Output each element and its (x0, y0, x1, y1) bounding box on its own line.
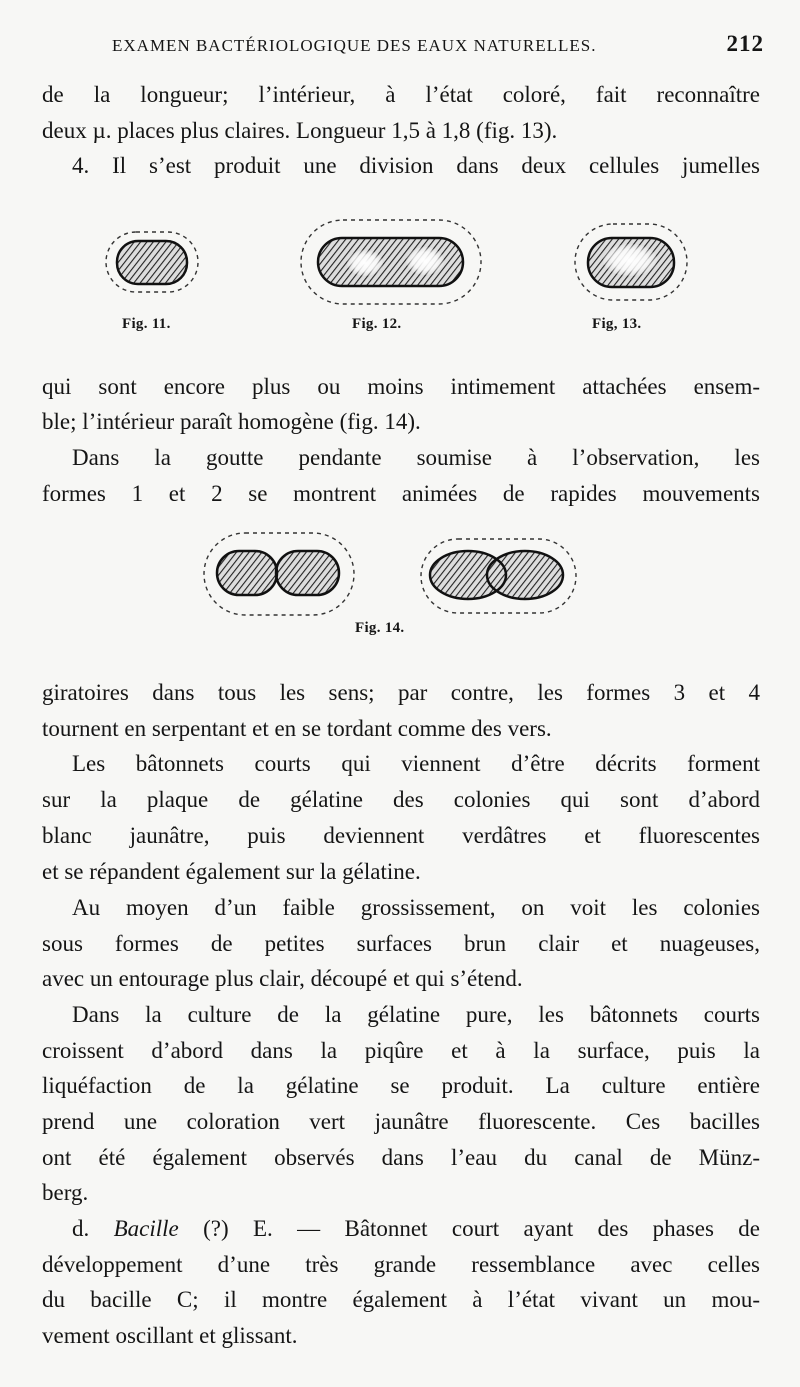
text-line: ble; l’intérieur paraît homogène (fig. 14). (42, 409, 421, 434)
text-line: berg. (42, 1180, 89, 1205)
bacillus-description: (?) E. — Bâtonnet court ayant des phases de (203, 1216, 761, 1241)
bacillus-fig-14-left (204, 533, 354, 615)
bacillus-heading-line (72, 1212, 760, 1246)
text-line: sur la plaque de gélatine des colonies qui sont d’abord (42, 787, 760, 812)
text-line: prend une coloration vert jaunâtre fluorescente. Ces bacilles (42, 1109, 760, 1134)
bacillus-name: Bacille (113, 1216, 179, 1241)
text-line: et se répandent également sur la gélatine. (42, 859, 421, 884)
text-line: blanc jaunâtre, puis deviennent verdâtres et fluorescentes (42, 823, 760, 848)
text-line: Au moyen d’un faible grossissement, on voit les colonies (72, 895, 760, 920)
text-line: liquéfaction de la gélatine se produit. La culture entière (42, 1073, 760, 1098)
text-line: Dans la culture de la gélatine pure, les bâtonnets courts (72, 1002, 760, 1027)
text-line: qui sont encore plus ou moins intimement attachées ensem- (42, 374, 760, 399)
text-line: deux µ. places plus claires. Longueur 1,5 à 1,8 (fig. 13). (42, 118, 558, 143)
figure-caption-11: Fig. 11. (122, 316, 171, 332)
figure-caption-14: Fig. 14. (355, 620, 405, 636)
text-line: Les bâtonnets courts qui viennent d’être décrits forment (72, 751, 760, 776)
text-line: du bacille C; il montre également à l’état vivant un mou- (42, 1287, 760, 1312)
text-line: avec un entourage plus clair, découpé et qui s’étend. (42, 966, 523, 991)
running-head: EXAMEN BACTÉRIOLOGIQUE DES EAUX NATURELLES. (112, 36, 597, 55)
bacillus-fig-11 (106, 232, 198, 292)
text-line: croissent d’abord dans la piqûre et à la surface, puis la (42, 1038, 760, 1063)
text-line: sous formes de petites surfaces brun clair et nuageuses, (42, 931, 760, 956)
text-line: tournent en serpentant et en se tordant comme des vers. (42, 716, 552, 741)
bacillus-fig-13 (575, 224, 687, 300)
page-number: 212 (726, 31, 764, 56)
text-line: giratoires dans tous les sens; par contre, les formes 3 et 4 (42, 680, 760, 705)
text-line: Dans la goutte pendante soumise à l’observation, les (72, 445, 760, 470)
figure-caption-12: Fig. 12. (352, 316, 402, 332)
text-line: 4. Il s’est produit une division dans deux cellules jumelles (72, 153, 760, 178)
bacillus-fig-12 (301, 220, 481, 304)
bacillus-fig-14-right (421, 539, 576, 613)
text-line: vement oscillant et glissant. (42, 1323, 298, 1348)
figure-caption-13: Fig, 13. (592, 316, 642, 332)
bacillus-figure-14 (196, 530, 586, 620)
bacillus-prefix: d. (72, 1216, 90, 1241)
text-line: ont été également observés dans l’eau du canal de Münz- (42, 1145, 760, 1170)
text-line: de la longueur; l’intérieur, à l’état coloré, fait reconnaître (42, 82, 760, 107)
text-line: développement d’une très grande ressemblance avec celles (42, 1252, 760, 1277)
bacillus-figures-11-13 (103, 216, 693, 316)
text-line: formes 1 et 2 se montrent animées de rapides mouvements (42, 481, 760, 506)
